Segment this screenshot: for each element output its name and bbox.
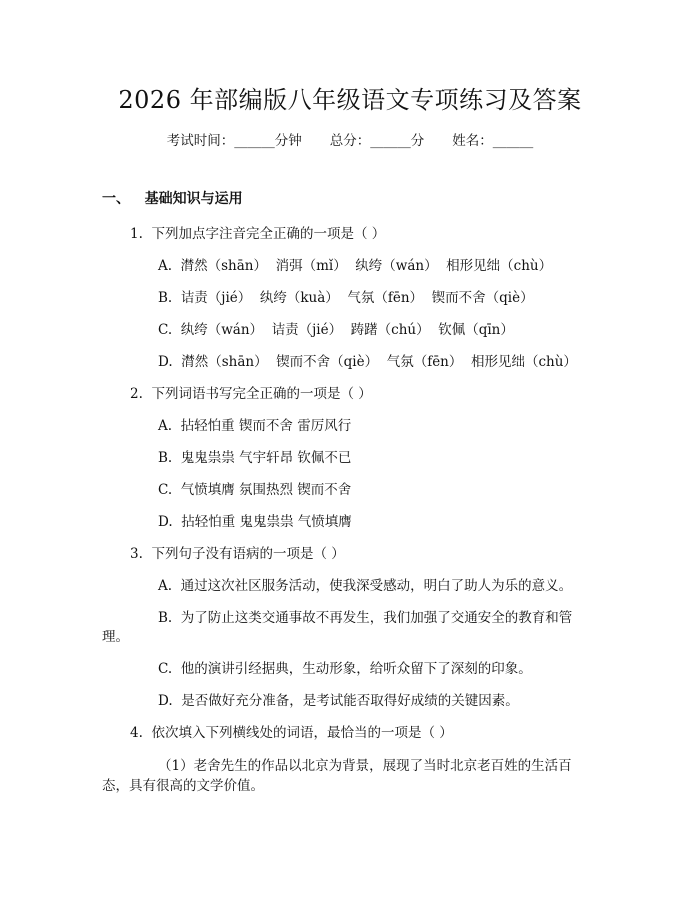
exam-info-line <box>0 131 700 151</box>
exam-time-field: 考试时间：______分钟 <box>166 133 302 149</box>
question-2-option-a: A. 拈轻怕重 锲而不舍 雷厉风行 <box>158 418 352 434</box>
question-3-option-a: A. 通过这次社区服务活动，使我深受感动，明白了助人为乐的意义。 <box>158 578 573 594</box>
question-1-option-a: A. 潸然（shān） 消弭（mǐ） 纨绔（wán） 相形见绌（chù） <box>158 258 553 274</box>
question-2-option-b: B. 鬼鬼祟祟 气宇轩昂 钦佩不已 <box>158 450 352 466</box>
question-3-stem: 3. 下列句子没有语病的一项是（ ） <box>130 546 345 562</box>
question-4-passage-line-2: 态，具有很高的文学价值。 <box>102 778 264 794</box>
student-name-field: 姓名：______ <box>452 133 534 149</box>
question-1-option-b: B. 诘责（jié） 纨绔（kuà） 气氛（fēn） 锲而不舍（qiè） <box>158 290 534 306</box>
section-heading: 一、 基础知识与运用 <box>102 191 243 207</box>
total-score-field: 总分：______分 <box>329 133 425 149</box>
question-3-option-c: C. 他的演讲引经据典，生动形象，给听众留下了深刻的印象。 <box>158 661 532 677</box>
question-1-option-d: D. 潸然（shān） 锲而不舍（qiè） 气氛（fēn） 相形见绌（chù） <box>158 354 577 370</box>
question-1-option-c: C. 纨绔（wán） 诘责（jié） 踌躇（chú） 钦佩（qīn） <box>158 322 514 338</box>
question-3-option-b-continued: 理。 <box>102 629 129 645</box>
question-2-stem: 2. 下列词语书写完全正确的一项是（ ） <box>130 386 372 402</box>
question-2-option-c: C. 气愤填膺 氛围热烈 锲而不舍 <box>158 482 352 498</box>
question-3-option-d: D. 是否做好充分准备，是考试能否取得好成绩的关键因素。 <box>158 693 519 709</box>
page-title: 2026 年部编版八年级语文专项练习及答案 <box>118 86 582 114</box>
question-4-passage-line-1: （1）老舍先生的作品以北京为背景，展现了当时北京老百姓的生活百 <box>158 758 572 774</box>
question-3-option-b: B. 为了防止这类交通事故不再发生，我们加强了交通安全的教育和管 <box>158 610 573 626</box>
question-4-stem: 4. 依次填入下列横线处的词语，最恰当的一项是（ ） <box>130 725 453 741</box>
question-1-stem: 1. 下列加点字注音完全正确的一项是（ ） <box>130 226 386 242</box>
question-2-option-d: D. 拈轻怕重 鬼鬼祟祟 气愤填膺 <box>158 514 352 530</box>
